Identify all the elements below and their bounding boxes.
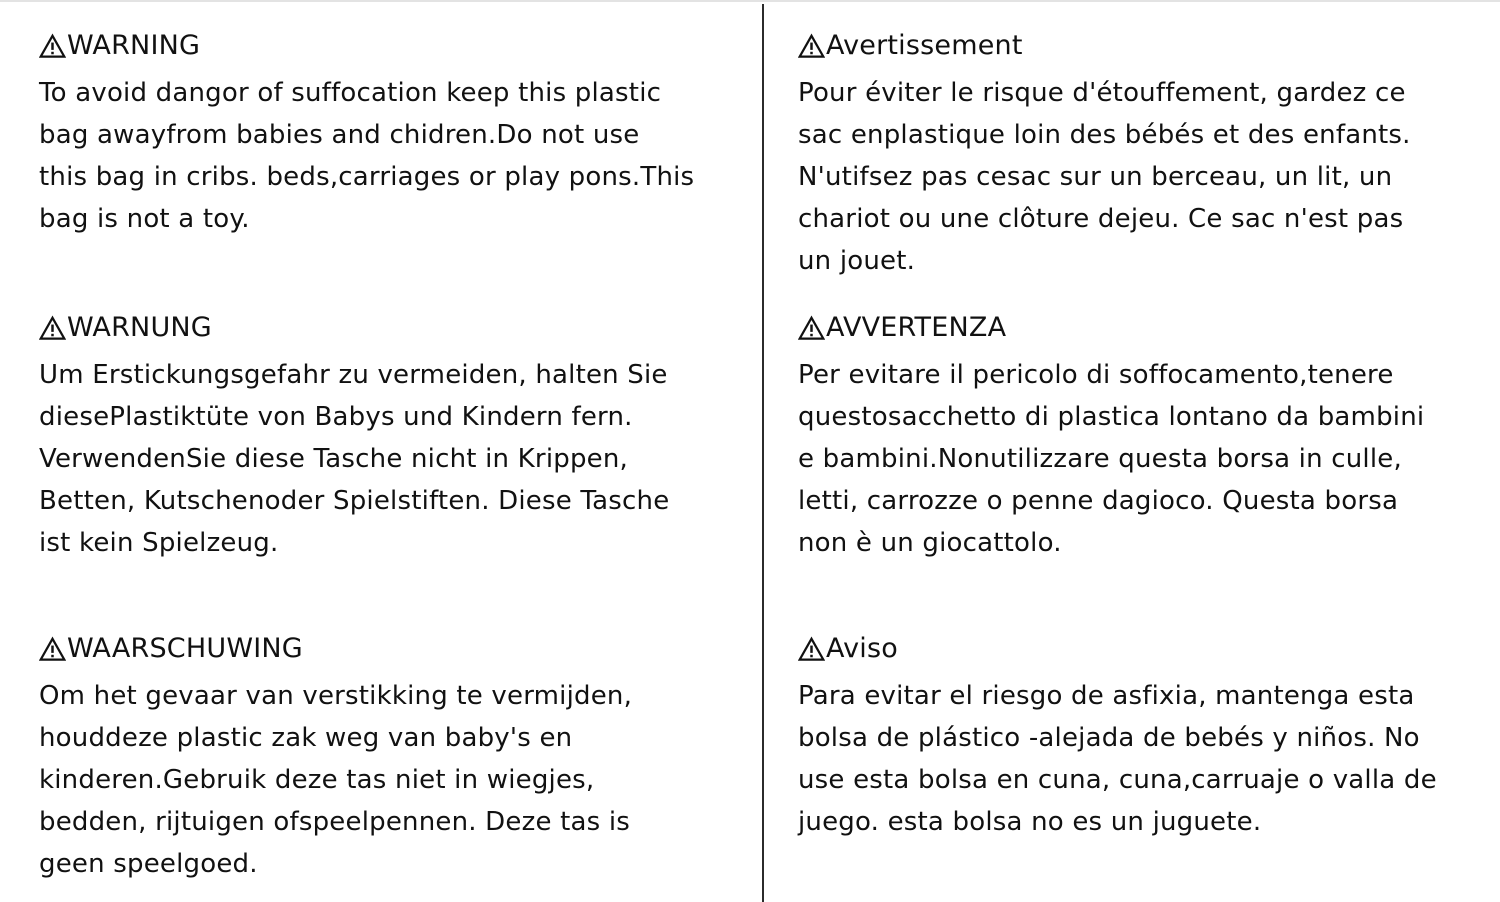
warning-body-text: Um Erstickungsgefahr zu vermeiden, halten Sie diesePlastiktüte von Babys und Kindern fern. VerwendenSie diese Tasche nicht in Krippen, Betten, Kutschenoder Spielstiften. Diese Tasche ist kein Spielzeug. [39,360,670,558]
warning-english [39,29,764,240]
top-rule [0,0,1500,2]
warning-dutch [39,632,764,885]
warning-triangle-icon [798,636,825,663]
warning-heading-text: WAARSCHUWING [67,633,303,664]
warning-body-text: To avoid dangor of suffocation keep this plastic bag awayfrom babies and chidren.Do not use this bag in cribs. beds,carriages or play pons.This bag is not a toy. [39,78,695,234]
warning-heading-text: Avertissement [826,30,1023,61]
warning-heading [39,632,764,666]
warning-heading-text: Aviso [826,633,898,664]
warning-triangle-icon [39,315,66,342]
warning-heading [798,311,1498,345]
warning-triangle-icon [798,33,825,60]
warning-heading [39,29,764,63]
warning-triangle-icon [39,33,66,60]
warning-heading [798,632,1498,666]
warning-body-text: Pour éviter le risque d'étouffement, gardez ce sac enplastique loin des bébés et des enfants. N'utifsez pas cesac sur un berceau, un lit, un chariot ou une clôture dejeu. Ce sac n'est pas un jouet. [798,78,1411,276]
warning-spanish [798,632,1498,843]
warning-heading [798,29,1498,63]
warning-triangle-icon [798,315,825,342]
warning-heading-text: AVVERTENZA [826,312,1007,343]
warning-body-text: Para evitar el riesgo de asfixia, mantenga esta bolsa de plástico -alejada de bebés y niños. No use esta bolsa en cuna, cuna,carruaje o valla de juego. esta bolsa no es un juguete. [798,681,1437,837]
warning-body-text: Om het gevaar van verstikking te vermijden, houddeze plastic zak weg van baby's en kinderen.Gebruik deze tas niet in wiegjes, bedden, rijtuigen ofspeelpennen. Deze tas is geen speelgoed. [39,681,633,879]
warning-heading-text: WARNING [67,30,201,61]
warning-body-text: Per evitare il pericolo di soffocamento,tenere questosacchetto di plastica lontano da bambini e bambini.Nonutilizzare questa borsa in culle, letti, carrozze o penne dagioco. Questa borsa non è un giocattolo. [798,360,1425,558]
warning-french [798,29,1498,282]
warning-german [39,311,764,564]
warning-triangle-icon [39,636,66,663]
warning-italian [798,311,1498,564]
warning-heading [39,311,764,345]
warning-heading-text: WARNUNG [67,312,212,343]
